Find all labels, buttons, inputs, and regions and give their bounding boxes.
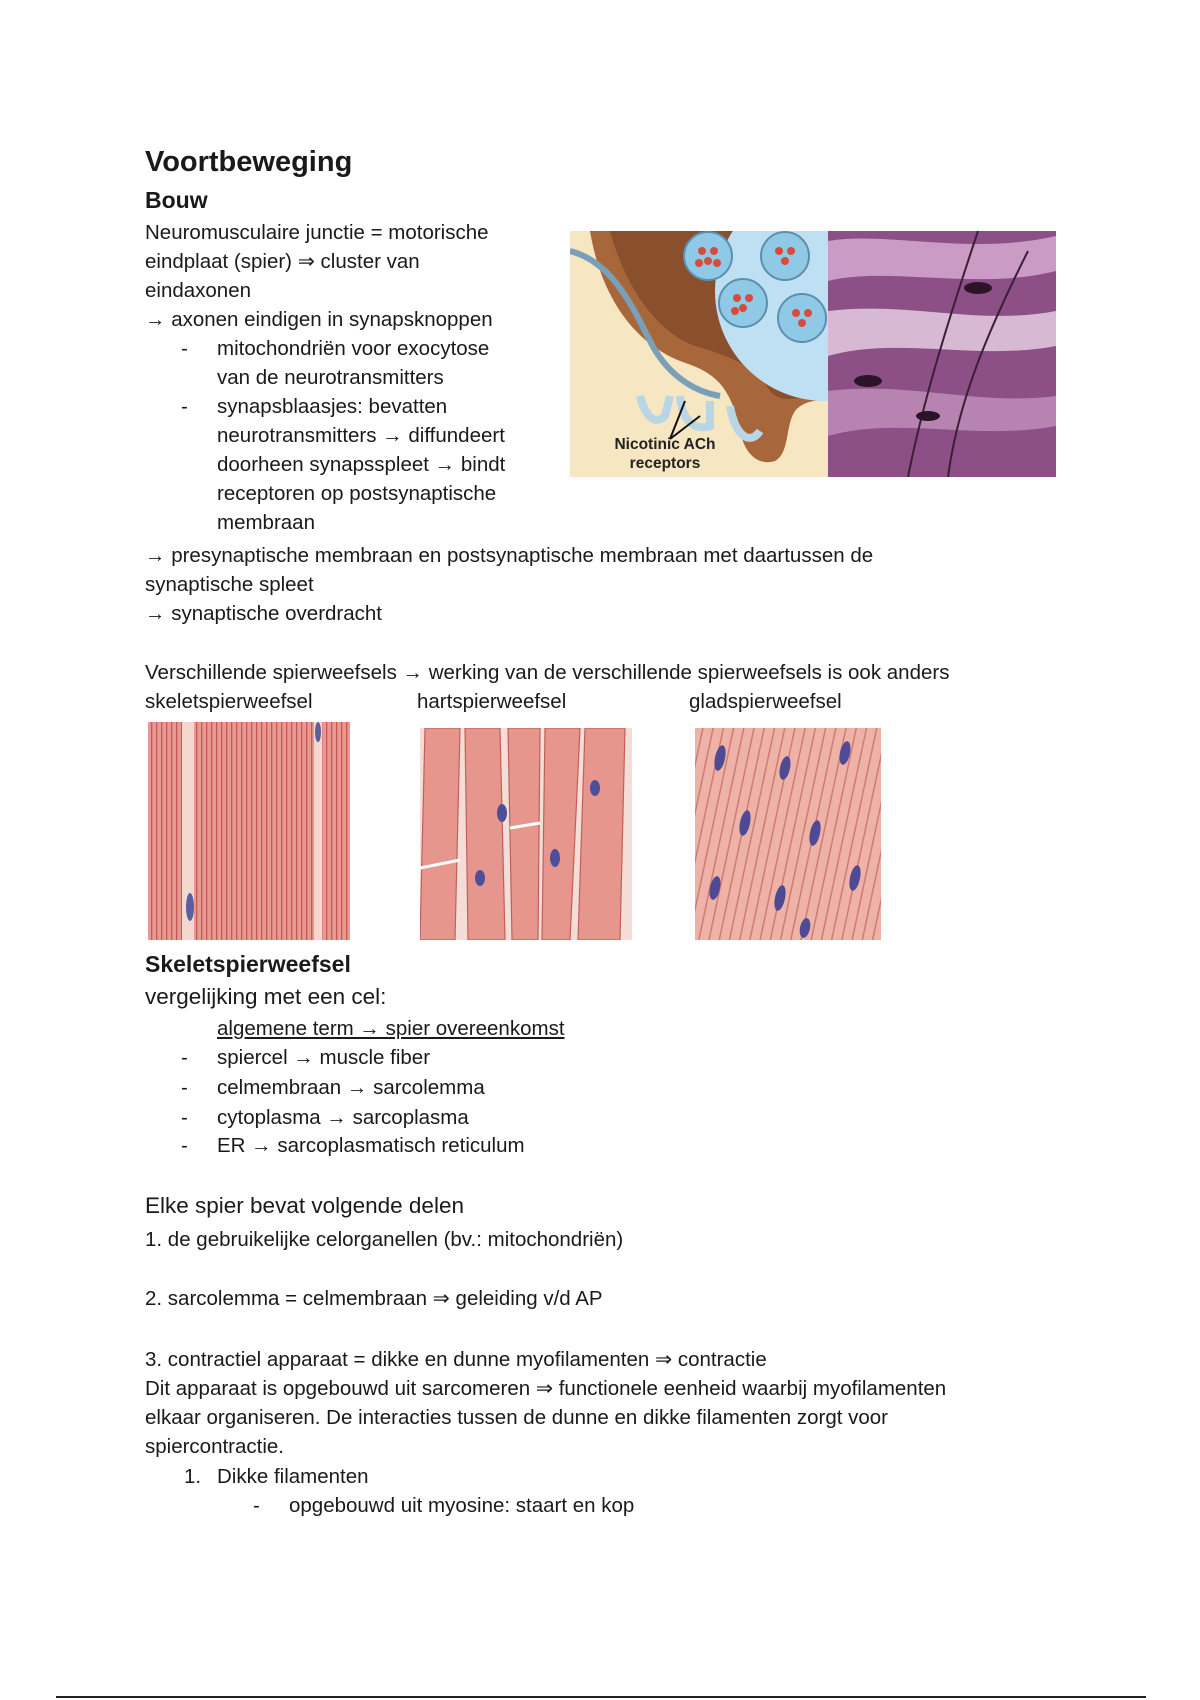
smooth-muscle-image: [695, 728, 881, 940]
text-line: → synaptische overdracht: [145, 602, 383, 625]
text-line: 3. contractiel apparaat = dikke en dunne myofilamenten ⇒ contractie: [145, 1348, 767, 1371]
text-line: elkaar organiseren. De interacties tussen de dunne en dikke filamenten zorgt voor: [145, 1406, 888, 1429]
bullet-marker: -: [181, 1076, 188, 1099]
section-heading-bouw: Bouw: [145, 187, 208, 213]
bullet-marker: -: [181, 1106, 188, 1129]
synapse-diagram: [570, 231, 830, 477]
list-item: membraan: [217, 511, 315, 534]
text-line: spiercontractie.: [145, 1435, 285, 1458]
list-item: spiercel → muscle fiber: [217, 1046, 431, 1069]
text-line: → presynaptische membraan en postsynaptische membraan met daartussen de: [145, 544, 874, 567]
text-line: eindplaat (spier) ⇒ cluster van: [145, 250, 420, 273]
list-item: van de neurotransmitters: [217, 366, 444, 389]
footer-divider: [56, 1696, 1146, 1698]
tissue-label: skeletspierweefsel: [145, 690, 313, 713]
text-line: 2. sarcolemma = celmembraan ⇒ geleiding v/d AP: [145, 1287, 603, 1310]
bullet-marker: -: [253, 1494, 260, 1517]
list-item: ER → sarcoplasmatisch reticulum: [217, 1134, 525, 1157]
text-line: Dit apparaat is opgebouwd uit sarcomeren ⇒ functionele eenheid waarbij myofilamenten: [145, 1377, 947, 1400]
micrograph-image: [828, 231, 1056, 477]
list-item: Dikke filamenten: [217, 1465, 369, 1488]
text-line: Verschillende spierweefsels → werking van de verschillende spierweefsels is ook anders: [145, 661, 950, 684]
list-item: cytoplasma → sarcoplasma: [217, 1106, 469, 1129]
tissue-label: hartspierweefsel: [417, 690, 567, 713]
diagram-label: receptors: [629, 455, 701, 472]
text-line: eindaxonen: [145, 279, 252, 302]
bullet-marker: -: [181, 395, 188, 418]
list-item: mitochondriën voor exocytose: [217, 337, 490, 360]
section-heading-skelet: Skeletspierweefsel: [145, 951, 351, 977]
text-line: Neuromusculaire junctie = motorische: [145, 221, 489, 244]
list-item: opgebouwd uit myosine: staart en kop: [289, 1494, 635, 1517]
bullet-marker: -: [181, 337, 188, 360]
cardiac-muscle-image: [420, 728, 632, 940]
diagram-label: Nicotinic ACh: [614, 436, 716, 453]
list-item: celmembraan → sarcolemma: [217, 1076, 485, 1099]
list-item: neurotransmitters → diffundeert: [217, 424, 505, 447]
page-title: Voortbeweging: [145, 146, 353, 178]
list-item: receptoren op postsynaptische: [217, 482, 497, 505]
tissue-label: gladspierweefsel: [689, 690, 842, 713]
skeletal-muscle-image: [148, 722, 350, 940]
list-number: 1.: [184, 1465, 202, 1488]
bullet-marker: -: [181, 1134, 188, 1157]
text-line: vergelijking met een cel:: [145, 984, 387, 1009]
bullet-marker: -: [181, 1046, 188, 1069]
text-line: synaptische spleet: [145, 573, 314, 596]
list-item: doorheen synapsspleet → bindt: [217, 453, 506, 476]
text-line: 1. de gebruikelijke celorganellen (bv.: mitochondriën): [145, 1228, 624, 1251]
list-item: synapsblaasjes: bevatten: [217, 395, 448, 418]
comparison-header: algemene term → spier overeenkomst: [217, 1017, 565, 1040]
text-line: Elke spier bevat volgende delen: [145, 1193, 464, 1218]
text-line: → axonen eindigen in synapsknoppen: [145, 308, 493, 331]
